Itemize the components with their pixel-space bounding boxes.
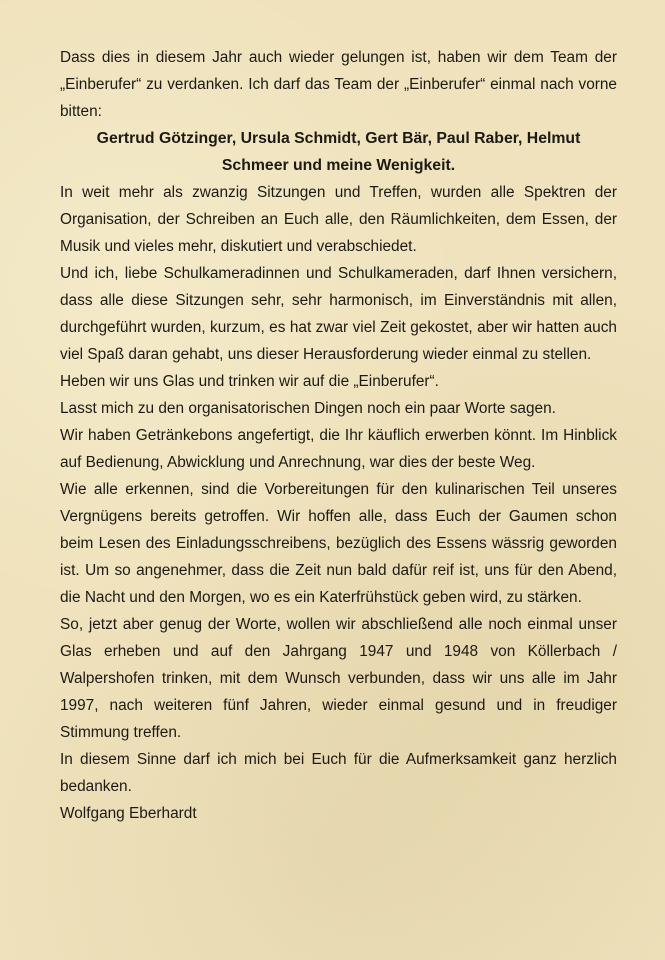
paragraph-drink-vouchers: Wir haben Getränkebons angefertigt, die Ihr käuflich erwerben könnt. Im Hinblick auf Bedienung, Abwicklung und Anrechnung, war dies der beste Weg.: [60, 427, 617, 471]
paragraph-assurance: Und ich, liebe Schulkameradinnen und Schulkameraden, darf Ihnen versichern, dass alle diese Sitzungen sehr, sehr harmonisch, im Einverständnis mit allen, durchgeführt wurden, kurzum, es hat zwar viel Zeit gekostet, aber wir hatten auch viel Spaß daran gehabt, uns dieser Herausforderung wieder einmal zu stellen.: [60, 265, 617, 363]
paragraph-toast: Heben wir uns Glas und trinken wir auf die „Einberufer“.: [60, 373, 439, 390]
paragraph-closing-toast: So, jetzt aber genug der Worte, wollen wir abschließend alle noch einmal unser Glas erheben und auf den Jahrgang 1947 und 1948 von Köllerbach / Walpershofen trinken, mit dem Wunsch verbunden, dass wir uns alle im Jahr 1997, nach weiteren fünf Jahren, wieder einmal gesund und in freudiger Stimmung treffen.: [60, 616, 617, 741]
paragraph-thanks: In diesem Sinne darf ich mich bei Euch für die Aufmerksamkeit ganz herzlich bedanken.: [60, 751, 617, 795]
paragraph-organization: Lasst mich zu den organisatorischen Dingen noch ein paar Worte sagen.: [60, 400, 556, 417]
paragraph-meetings: In weit mehr als zwanzig Sitzungen und Treffen, wurden alle Spektren der Organisation, der Schreiben an Euch alle, den Räumlichkeiten, dem Essen, der Musik und vieles mehr, diskutiert und verabschiedet.: [60, 184, 617, 255]
letter-body: [60, 44, 617, 827]
paragraph-team-names: Gertrud Götzinger, Ursula Schmidt, Gert Bär, Paul Raber, Helmut Schmeer und meine Wenigkeit.: [96, 130, 581, 174]
paragraph-culinary: Wie alle erkennen, sind die Vorbereitungen für den kulinarischen Teil unseres Vergnügens bereits getroffen. Wir hoffen alle, dass Euch der Gaumen schon beim Lesen des Einladungsschreibens, bezüglich des Essens wässrig geworden ist. Um so angenehmer, dass die Zeit nun bald dafür reif ist, uns für den Abend, die Nacht und den Morgen, wo es ein Katerfrühstück geben wird, zu stärken.: [60, 481, 617, 606]
signature: Wolfgang Eberhardt: [60, 805, 197, 822]
paragraph-intro: Dass dies in diesem Jahr auch wieder gelungen ist, haben wir dem Team der „Einberufer“ zu verdanken. Ich darf das Team der „Einberufer“ einmal nach vorne bitten:: [60, 49, 617, 120]
